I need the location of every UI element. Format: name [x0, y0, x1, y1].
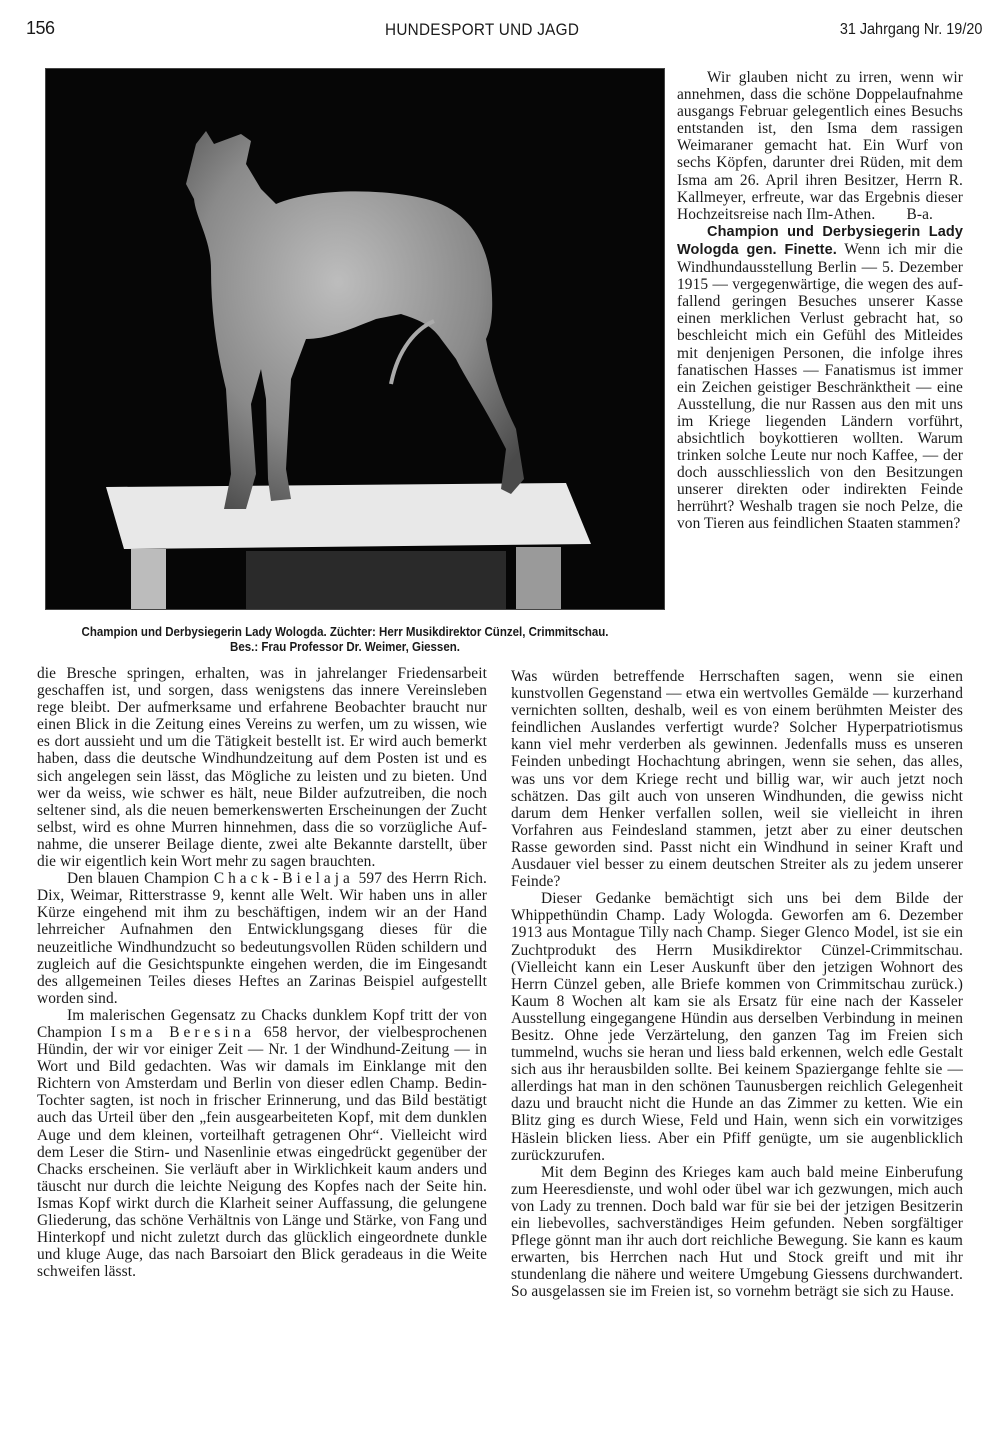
left-column-bottom [37, 665, 487, 1280]
journal-title: HUNDESPORT UND JAGD [385, 20, 580, 39]
caption-line-2: Bes.: Frau Professor Dr. Weimer, Giessen. [230, 640, 460, 654]
section-heading: Champion und Derbysiegerin Lady Wologda gen. Finette. [677, 223, 963, 258]
author-signature: B-a. [906, 205, 933, 223]
page-number: 156 [26, 18, 55, 38]
paragraph-text: Wir glauben nicht zu irren, wenn wir annehmen, dass die schöne Doppelaufnahme ausgangs Februar gelegentlich eines Besuchs entstanden ist, den Isma dem rassigen Weimaraner gemacht hat. Ein Wurf von sechs Köpfen, darunter drei Rüden, mit dem Isma am 26. April ihren Besitzer, Herrn R. Kallmeyer, erfreute, war das Ergebnis dieser Hochzeitsreise nach Ilm-Athen. [677, 69, 963, 223]
paragraph-whippethuendin: Dieser Gedanke bemächtigt sich uns bei dem Bilde der Whippethündin Champ. Lady Wologda. Geworfen am 6. Dezember 1913 aus Montague Tilly nach Champ. Sieger Glenco Model, ist sie ein Zuchtprodukt des Herrn Musikdirektor Cünzel-Crimmitschau. (Vielleicht kann ein Leser Auskunft über den jetzigen Wohnort des Herrn Cünzel geben, alle Briefe kommen von Crimmitschau zurück.) Kaum 8 Wochen alt kam sie als Ersatz für eine nach der Kasseler Ausstellung eingegangene Hündin aus derselben Verbindung in meinen Besitz. Ohne jede Verzärtelung, den ganzen Tag im Freien sich tummelnd, wuchs sie heran und liess bald erkennen, welch edle Gestalt sich aus ihr herausbilden sollte. Bei keinem Spaziergange fehlte sie — allerdings hat man in den schönen Taunusbergen reichlich Gelegenheit dazu und braucht nicht die Hunde an das Zimmer zu ketten. Wie ein Blitz ging es durch Wiese, Feld und Hain, wenn sich ein vorwitziges Häslein blicken liess. Aber ein Pfiff genügte, um sie augenblicklich zurückzurufen. [511, 890, 963, 1164]
page-header [0, 18, 1000, 48]
whippet-on-table-image [46, 69, 664, 609]
paragraph-bresche: die Bresche springen, erhalten, was in jahrelanger Friedensarbeit geschaffen ist, und sorgen, dass wenigstens das innere Vereinsleben rege bleibt. Der aufmerksame und erfahrene Beobachter braucht nur einen Blick in die Zeitung eines Vereins zu werfen, um zu wissen, wie es dort aussieht und um die Tätigkeit bestellt ist. Er wird auch bemerkt haben, dass die deutsche Windhundzeitung auf dem Posten ist und es sich angelegen sein lässt, das Mögliche zu leisten und zu bieten. Und wer da weiss, wie schwer es hält, neue Bilder aufzutreiben, die noch seltener sind, als die neuen bemerkenswerten Erscheinungen der Zucht selbst, wird es ohne Murren hinnehmen, dass die so vorzügliche Aufnahme, die unserer Beilage diente, zwei alte Bekannte darstellt, über die wir eigentlich kein Wort mehr zu sagen brauchten. [37, 665, 487, 871]
paragraph-lady-wologda-intro [677, 223, 963, 533]
caption-line-1: Champion und Derbysiegerin Lady Wologda. Züchter: Herr Musikdirektor Cünzel, Crimmitschau. [81, 625, 609, 639]
dog-name-chack-bielaja: Chack-Bielaja [213, 870, 354, 888]
paragraph-weimaraner [677, 69, 963, 223]
paragraph-isma-beresina [37, 1007, 487, 1281]
paragraph-text: Im malerischen Gegensatz zu Chacks dunklem Kopf tritt der von Champion [37, 1006, 487, 1041]
paragraph-text: Wenn ich mir die Windhundausstellung Berlin — 5. Dezember 1915 — vergegenwärtige, die wegen des auffallend geringen Besuches unserer Kasse einen merklichen Verlust gebracht hat, so beschleicht mich ein Gefühl des Mitleides mit denjenigen Personen, die infolge ihres fanatischen Hasses — Fanatismus ist immer ein Zeichen geistiger Beschränktheit — eine Ausstellung, die nur Rassen aus den mit uns im Kriege liegenden Ländern vorführt, absichtlich boykottieren wollten. Warum trinken solche Leute nur noch Kaffee, — der doch ausschliesslich von den Besitzungen unserer direkten oder indirekten Feinde herrührt? Weshalb tragen sie noch Pelze, die von Tieren aus feindlichen Staaten stammen? [677, 240, 963, 533]
paragraph-text: 597 des Herrn Rich. Dix, Weimar, Ritterstrasse 9, kennt alle Welt. Wir haben uns in aller Kürze eingehend mit ihm zu beschäftigen, indem wir an der Hand lehrreicher Aufnahmen den Entwicklungsgang dieses für die neuzeitliche Windhundzucht so bedeutungsvollen Rüden schildern und zugleich auf die Gesichtspunkte eingehen werden, die im Eingesandt des allgemeinen Teiles dieses Heftes an Zarinas Beispiel aufgestellt worden sind. [37, 870, 487, 1007]
right-column-bottom [511, 668, 963, 1300]
paragraph-herrschaften: Was würden betreffende Herrschaften sagen, wenn sie einen kunstvollen Gegenstand — etwa ein wertvolles Gemälde — kurzerhand vernichten sollten, deshalb, weil es von einem berühmten Meister des feindlichen Auslandes verfertigt wurde? Solcher Hyperpatriotismus kann viel mehr verderben als gewinnen. Jedenfalls muss es unseren Feinden unbedingt Hochachtung abringen, wenn sie sehen, das alles, was uns vor dem Kriege recht und billig war, wir auch jetzt noch schätzen. Das gilt auch von unseren Windhunden, die gewiss nicht darum dem Henker verfallen sollen, weil sie vielleicht in ihren Vorfahren aus Feindesland stammen, jetzt aber zu einer deutschen Rasse geworden sind. Passt nicht ein Windhund in seiner Kraft und Ausdauer viel besser zu einem deutschen Streiter als zu jedem unserer Feinde? [511, 668, 963, 891]
whippet-photograph [45, 68, 665, 610]
paragraph-chack-bielaja [37, 870, 487, 1007]
paragraph-text: Den blauen Champion [67, 870, 214, 888]
issue-label: 31 Jahrgang Nr. 19/20 [839, 21, 982, 38]
paragraph-text: 658 hervor, der vielbesprochenen Hündin, der wir vor einiger Zeit — Nr. 1 der Windhund-Zeitung — in Wort und Bild gedachten. Was wir damals im Einklange mit den Richtern von Amsterdam und Berlin von dieser edlen Champ. Bedin-Tochter sagten, ist noch in frischer Erinnerung, und das Bild bestätigt auch das Urteil über den „fein ausgearbeiteten Kopf, mit dem dunklen Auge und dem kleinen, vorteilhaft getragenen Ohr“. Vielleicht wird dem Leser die Stirn- und Nasenlinie etwas eingedrückt gegenüber der Chacks erscheinen. Sie verläuft aber in Wirklichkeit kaum anders und täuscht nur durch die leichte Neigung des Kopfes nach der Seite hin. Ismas Kopf wirkt durch die Klarheit seiner Auffassung, die gelungene Gliederung, das schöne Verhältnis von Länge und Stärke, von Fang und Hinterkopf und nicht zuletzt durch das glücklich eingeordnete dunkle und kluge Auge, das nach Barsoiart den Blick geradeaus in die Weite schweifen lässt. [37, 1023, 487, 1281]
paragraph-krieg: Mit dem Beginn des Krieges kam auch bald meine Einberufung zum Heeresdienste, und wohl oder übel war ich gezwungen, mich auch von Lady zu trennen. Doch bald war für sie bei der jetzigen Besitzerin ein liebevolles, sachverständiges Heim gefunden. Neben sorgfältiger Pflege gönnt man ihr auch dort reichliche Bewegung. Sie kann es kaum erwarten, bis Herrchen nach Hut und Stock greift und mit ihr stundenlang die nähere und weitere Umgebung Giessens durchwandert. So ausgelassen sie im Freien ist, so vornehm beträgt sie sich zu Hause. [511, 1163, 963, 1301]
figure-caption [55, 625, 635, 655]
right-column-top [677, 69, 963, 533]
dog-name-isma-beresina: Isma Beresina [110, 1023, 256, 1041]
